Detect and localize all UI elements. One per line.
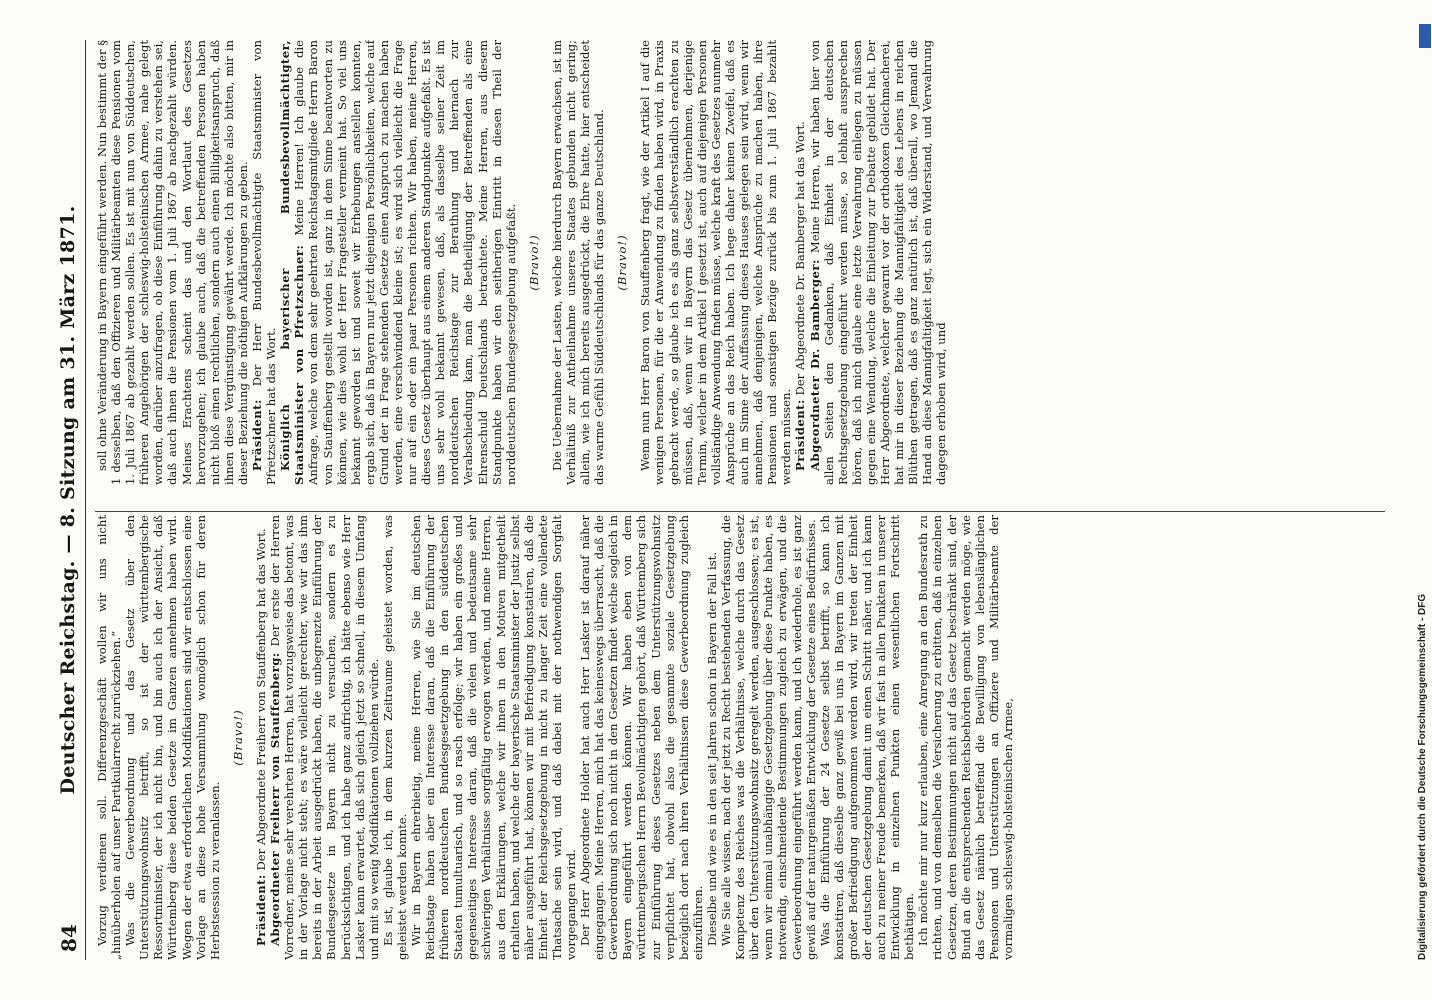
digitization-note — [1417, 520, 1431, 960]
speaker-paragraph — [793, 40, 807, 485]
speaker-name: Präsident: — [250, 399, 265, 471]
body-paragraph: Wir in Bayern ehrerbietig, meine Herren, wie Sie im deutschen Reichstage haben aber ein Interesse daran, daß die Einführung der früheren norddeutschen Bundesgesetzgebung in den süddeutschen Staaten tumultuarisch, und so rasch erfolge; wir haben ein großes und gegenseitiges Interesse daran, daß die vielen und bedeutsame sehr schwierigen Verhältnisse sorgfältig erwogen werden, und meine Herren, aus den Erklärungen, welche wir ihnen in den Motiven mitgetheilt erhalten haben, und welche der bayerische Staatsminister der Justiz selbst näher ausgeführt hat, können wir mit Befriedigung konstatiren, daß die Einheit der Reichsgesetzgebung in nicht zu langer Zeit eine vollendete Thatsache sein wird, und daß dabei mit der nothwendigen Sorgfalt vorgegangen wird. — [408, 515, 578, 960]
speech-text: Der Herr Bundesbevollmächtigte Staatsminister von Pfretzschner hat das Wort. — [250, 40, 279, 485]
body-paragraph: Die Uebernahme der Lasten, welche hierdurch Bayern erwachsen, ist im Verhältniß zur Antheilnahme unseres Staates gebunden nicht gering; allein, wie ich mich bereits ausgedrückt, die Ehre hatte, hier entscheidet das warme Gefühl Süddeutschlands für das ganze Deutschland. — [549, 40, 607, 485]
speaker-paragraph — [808, 40, 949, 485]
page-number: 84 — [57, 924, 81, 952]
body-paragraph: Was die Gewerbeordnung und das Gesetz über den Unterstützungswohnsitz betrifft, so ist der württembergische Ressortminister, der ich nicht bin, und bin auch ich der Ansicht, daß Württemberg diese beiden Gesetze im Ganzen annehmen haben wird. Wegen der etwa erforderlichen Modifikationen sind wir entschlossen eine Vorlage an diese hohe Versammlung womöglich schon für deren Herbstsession zu veranlassen. — [123, 515, 222, 960]
speaker-name: Präsident: — [253, 874, 268, 946]
speaker-paragraph — [254, 515, 268, 960]
digitization-note-text: Digitalisierung gefördert durch die Deutsche Forschungsgemeinschaft - DFG — [1417, 593, 1428, 960]
column-divider — [95, 511, 1385, 512]
body-paragraph: Wenn nun Herr Baron von Stauffenberg fragt, wie der Artikel I auf die wenigen Personen, für die er Anwendung zu finden haben wird, in Praxis gebracht werde, so glaube ich es als ganz selbstverständlich erachten zu müssen, daß, wenn wir in Bayern das Gesetz übernehmen, derjenige Termin, welcher in dem Artikel I gesetzt ist, auch auf diejenigen Personen vollständige Anwendung finden müsse, welche kraft des Gesetzes nunmehr Ansprüche an das Reich haben. Ich hege daher keinen Zweifel, daß es auch im Sinne der Auffassung dieses Hauses gelegen sein wird, wenn wir annehmen, daß denjenigen, welche Ansprüche zu machen haben, ihre Pensionen und sonstigen Bezüge zurück bis zum 1. Juli 1867 bezahlt werden müssen. — [638, 40, 794, 485]
body-paragraph: Wie Sie alle wissen, nach der jetzt zu Recht bestehenden Verfassung, die Kompetenz des Reiches was die Verhältnisse, welche durch das Gesetz über den Unterstützungswohnsitz geregelt werden, ausgeschlossen; es ist, wenn wir einmal unabhängige Gesetzgebung über diese Punkte haben, es notwendig, einschneidende Bestimmungen zugleich zu erwägen, und die Gewerbeordnung eingeführt werden kann, und ich wiederhole, es ist ganz gewiß auf der naturgemäßen Entwicklung der Gesetze eines Bedürfnisses. — [719, 515, 818, 960]
speaker-paragraph — [278, 40, 518, 485]
dfg-logo — [1419, 24, 1431, 48]
speaker-paragraph — [250, 40, 278, 485]
body-paragraph: Dieselbe und wie es in den seit Jahren schon in Bayern der Fall ist. — [704, 551, 719, 946]
speech-text: Meine Herren, wir haben hier von allen Seiten den Gedanken, daß Einheit in der deutschen Rechtsgesetzgebung eingeführt werden müsse, so lebhaft aussprechen hören, daß ich mich glaube eine letzte Verwahrung einlegen zu müssen gegen eine Wendung, welche die Einleitung zur Debatte gebildet hat. Der Herr Abgeordnete, welcher gewarnt vor der orthodoxen Gleichmacherei, hat mir in dieser Beziehung die Mannigfaltigkeit des Lebens in reichen Blüthen getragen, daß es ganz natürlich ist, daß überall, wo Jemand die Hand an diese Mannigfaltigkeit legt, sich ein Widerstand, und Verwahrung dagegen erhoben wird, und — [807, 40, 949, 485]
speaker-name: Abgeordneter Freiherr von Stauffenberg: — [268, 652, 283, 946]
applause-note: (Bravo!) — [615, 234, 630, 291]
speaker-paragraph — [268, 515, 381, 960]
speaker-name: Präsident: — [793, 399, 808, 471]
speech-text: Der Abgeordnete Freiherr von Stauffenberg hat das Wort. — [253, 528, 268, 871]
applause-note: (Bravo!) — [526, 234, 541, 291]
speech-text: Der Abgeordnete Dr. Bamberger hat das Wort. — [793, 121, 808, 396]
body-paragraph: Es ist, glaube ich, in dem kurzen Zeitraume geleistet worden, was geleistet werden konnte. — [380, 515, 409, 960]
body-paragraph: Was die Einführung der 24 Gesetze selbst betrifft, so kann ich konstatiren, daß dieselbe ganz gewiß bei uns in Bayern im Ganzen mit großer Befriedigung aufgenommen werden wird, wir treten der Einheit der deutschen Gesetzgebung damit um einen Schritt näher, und ich kann auch zu meiner Freude bemerken, daß wir fast in allen Punkten in unserer Entwicklung in einzelnen Punkten einen wesentlichen Fortschritt bethätigen. — [817, 515, 917, 960]
speaker-name: Abgeordneter Dr. Bamberger: — [807, 259, 822, 471]
speech-text: Meine Herren! Ich glaube die Anfrage, welche von dem sehr geehrten Reichstagsmitgliede Herrn Baron von Stauffenberg gestellt worden ist, ganz in dem Sinne beantworten zu können, wie dies wohl der Herr Fragesteller vermeint hat. So viel uns bekannt geworden ist und soweit wir Erhebungen anstellen konnten, ergab sich, daß in Bayern nur jetzt diejenigen Persönlichkeiten, welche auf Grund der in Frage stehenden Gesetze einen Anspruch zu machen haben werden, eine verschwindend kleine ist; es wird sich vielleicht die Frage nur auf ein oder ein paar Personen richten. Wir haben, meine Herren, dieses Gesetz überhaupt aus einem anderen Standpunkte aufgefaßt. Es ist uns sehr wohl bekannt gewesen, daß, als dasselbe seiner Zeit im norddeutschen Reichstage zur Berathung und hiernach zur Verabschiedung kam, man die Betheiligung der Betreffenden als eine Ehrenschuld Deutschlands betrachtete. Meine Herren, aus diesem Standpunkte haben wir den seitherigen Eintritt in diesen Theil der norddeutschen Bundesgesetzgebung aufgefaßt. — [292, 40, 518, 485]
speech-text: Der erste der Herren Vorredner, meine sehr verehrten Herren, hat vorzugsweise das betont, was in der Vorlage nicht steht; es wäre vielleicht gerechter, wie wir das ihm bereits in der Arbeit ausgedrückt haben, die unbegrenzte Einführung der Bundesgesetze in Bayern nicht zu versuchen, sondern es zu berücksichtigen, und ich habe ganz aufrichtig, ich hätte ebenso wie Herr Lasker kann erwartet, daß sich gleich jetzt so schnell, in diesem Umfang und mit so wenig Modifikationen vollziehen würde. — [268, 515, 381, 960]
left-column — [95, 515, 1385, 960]
speaker-name: Königlich bayerischer Bundesbevollmächtigter, Staatsminister von Pfretzschner: — [278, 40, 307, 485]
running-title: Deutscher Reichstag. — 8. Sitzung am 31. März 1871. — [57, 205, 79, 795]
page-header — [55, 40, 86, 960]
body-paragraph: Ich möchte mir nur kurz erlauben, eine Anregung an den Bundesrath zu richten, und von demselben die Versicherung zu erbitten, daß in einzelnen Gesetzen, deren Bestimmungen nicht auf das Gesetz beschränkt sind, der Bund an die entsprechenden Reichsbehörden gemacht werden möge, wie das Gesetz nämlich betreffend die Bewilligung von lebenslänglichen Pensionen und Unterstützungen an Offiziere und Militärbeamte der vormaligen schleswig-holsteinischen Armee, — [916, 515, 1015, 960]
applause-note: (Bravo!) — [230, 709, 245, 766]
body-paragraph: Vorzug verdienen soll. Differenzgeschäft wollen wir uns nicht „hinüberholen auf unser Partikularrecht zurückziehen.“ — [95, 515, 124, 960]
right-column — [95, 40, 1385, 485]
body-paragraph: Der Herr Abgeordnete Holder hat auch Herr Lasker ist darauf näher eingegangen. Meine Herren, mich hat das keineswegs überrascht, daß die Gewerbeordnung sich noch nicht in den Gesetzen findet welche sogleich in Bayern eingeführt werden können. Wir haben eben von dem württembergischen Herrn Bevollmächtigten gehört, daß Württemberg sich zur Einführung dieses Gesetzes neben dem Unterstützungswohnsitz verpflichtet hat, obwohl also die gesammte soziale Gesetzgebung bezüglich dort nach ihren Verhältnissen diese Gewerbeordnung zugleich einzuführen. — [578, 515, 705, 960]
body-paragraph: soll ohne Veränderung in Bayern eingeführt werden. Nun bestimmt der § 1 desselben, daß den Offizieren und Militärbeamten diese Pensionen vom 1. Juli 1867 ab gezahlt werden sollen. Es ist mit nun von Süddeutschen, früheren Angehörigen der schleswig-holsteinischen Armee, nahe gelegt worden, darüber anzufragen, ob diese Einführung dahin zu verstehen sei, daß auch ihnen die Pensionen vom 1. Juli 1867 ab nachgezahlt würden. Meines Erachtens scheint das und den Wortlaut des Gesetzes hervorzugehen; ich glaube auch, daß die betreffenden Personen haben nicht bloß einen rechtlichen, sondern auch einen Billigkeitsanspruch, daß ihnen diese Vergünstigung gewährt werde. Ich möchte also bitten, mir in dieser Beziehung die nöthigen Aufklärungen zu geben. — [95, 40, 250, 485]
